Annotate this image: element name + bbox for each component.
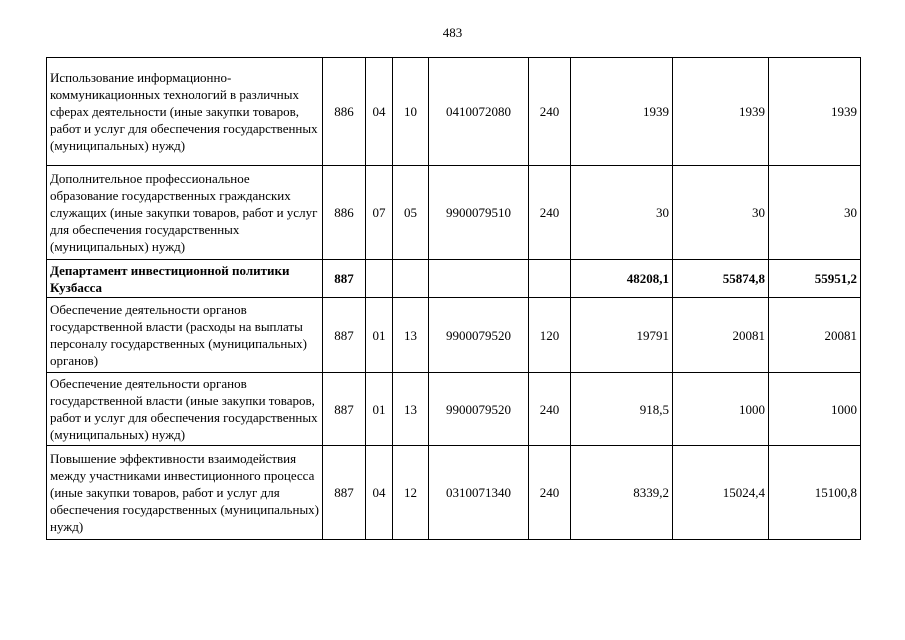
ministry-code-cell: 887 [323, 446, 366, 540]
year3-amount-cell: 1000 [769, 373, 861, 446]
table-row [47, 298, 861, 373]
subsection-code-cell: 10 [393, 58, 429, 166]
ministry-code-cell: 886 [323, 58, 366, 166]
subsection-code-cell [393, 260, 429, 298]
year3-amount-cell: 1939 [769, 58, 861, 166]
expense-type-cell: 120 [529, 298, 571, 373]
target-article-cell: 9900079510 [429, 166, 529, 260]
ministry-code-cell: 887 [323, 298, 366, 373]
subsection-code-cell: 13 [393, 373, 429, 446]
target-article-cell: 9900079520 [429, 298, 529, 373]
section-code-cell: 04 [366, 446, 393, 540]
target-article-cell: 0410072080 [429, 58, 529, 166]
description-cell: Обеспечение деятельности органов государственной власти (иные закупки товаров, работ и услуг для обеспечения государственных (муниципальных) нужд) [47, 373, 323, 446]
table-row [47, 166, 861, 260]
year2-amount-cell: 15024,4 [673, 446, 769, 540]
expense-type-cell: 240 [529, 446, 571, 540]
ministry-code-cell: 887 [323, 260, 366, 298]
year2-amount-cell: 1939 [673, 58, 769, 166]
section-code-cell: 07 [366, 166, 393, 260]
table-row [47, 446, 861, 540]
budget-table [46, 57, 861, 540]
expense-type-cell [529, 260, 571, 298]
section-code-cell: 01 [366, 373, 393, 446]
year1-amount-cell: 8339,2 [571, 446, 673, 540]
section-code-cell [366, 260, 393, 298]
subsection-code-cell: 12 [393, 446, 429, 540]
year1-amount-cell: 30 [571, 166, 673, 260]
year1-amount-cell: 48208,1 [571, 260, 673, 298]
target-article-cell [429, 260, 529, 298]
year2-amount-cell: 20081 [673, 298, 769, 373]
year3-amount-cell: 15100,8 [769, 446, 861, 540]
table-row [47, 260, 861, 298]
description-cell: Департамент инвестиционной политики Кузбасса [47, 260, 323, 298]
section-code-cell: 01 [366, 298, 393, 373]
year3-amount-cell: 30 [769, 166, 861, 260]
expense-type-cell: 240 [529, 373, 571, 446]
expense-type-cell: 240 [529, 58, 571, 166]
target-article-cell: 0310071340 [429, 446, 529, 540]
description-cell: Повышение эффективности взаимодействия между участниками инвестиционного процесса (иные закупки товаров, работ и услуг для обеспечения государственных (муниципальных) нужд) [47, 446, 323, 540]
year1-amount-cell: 1939 [571, 58, 673, 166]
description-cell: Использование информационно-коммуникационных технологий в различных сферах деятельности (иные закупки товаров, работ и услуг для обеспечения государственных (муниципальных) нужд) [47, 58, 323, 166]
subsection-code-cell: 05 [393, 166, 429, 260]
section-code-cell: 04 [366, 58, 393, 166]
description-cell: Дополнительное профессиональное образование государственных гражданских служащих (иные закупки товаров, работ и услуг для обеспечения государственных (муниципальных) нужд) [47, 166, 323, 260]
ministry-code-cell: 886 [323, 166, 366, 260]
expense-type-cell: 240 [529, 166, 571, 260]
year2-amount-cell: 1000 [673, 373, 769, 446]
year1-amount-cell: 918,5 [571, 373, 673, 446]
subsection-code-cell: 13 [393, 298, 429, 373]
table-row [47, 373, 861, 446]
ministry-code-cell: 887 [323, 373, 366, 446]
year3-amount-cell: 55951,2 [769, 260, 861, 298]
table-row [47, 58, 861, 166]
year2-amount-cell: 30 [673, 166, 769, 260]
year1-amount-cell: 19791 [571, 298, 673, 373]
description-cell: Обеспечение деятельности органов государственной власти (расходы на выплаты персоналу государственных (муниципальных) органов) [47, 298, 323, 373]
page-number: 483 [442, 25, 463, 40]
year3-amount-cell: 20081 [769, 298, 861, 373]
target-article-cell: 9900079520 [429, 373, 529, 446]
year2-amount-cell: 55874,8 [673, 260, 769, 298]
